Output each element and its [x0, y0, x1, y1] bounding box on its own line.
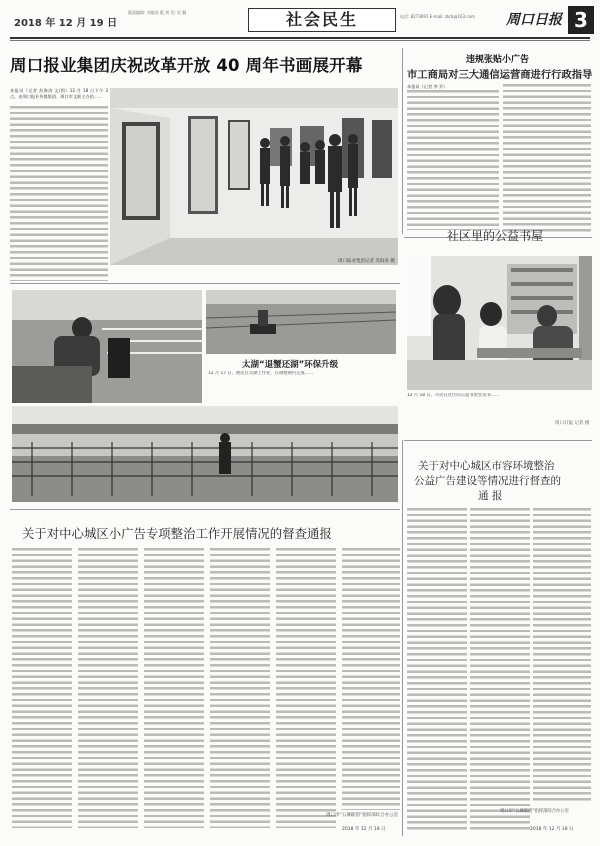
lead-article-body	[10, 88, 108, 281]
ad-body-right	[503, 84, 591, 234]
inspect-footer-org: 周口市“五城联创”指挥部综合办公室	[326, 813, 399, 818]
inspect-col-4	[210, 548, 270, 828]
env-col-3	[533, 508, 591, 804]
inspect-col-3-lines	[144, 548, 204, 828]
inspect-top-rule	[10, 509, 400, 510]
env-footer-org: 周口市“五城联创”指挥部综合办公室	[500, 809, 569, 814]
env-top-rule	[404, 440, 592, 441]
column-separator	[402, 48, 403, 234]
taihu-photo-2	[206, 290, 396, 354]
env-headline-3: 通 报	[478, 490, 503, 502]
ad-body-left	[407, 84, 499, 234]
ad-kicker: 违规张贴小广告	[466, 55, 530, 65]
inspect-col-6-lines	[342, 548, 400, 810]
env-col-2-lines	[470, 508, 530, 830]
inspect-col-1-lines	[12, 548, 72, 828]
section-title: 社会民生	[248, 8, 396, 32]
contact-line: 电话: 8273691 E-mail: zkrb@163.com	[400, 14, 475, 19]
inspect-col-1	[12, 548, 72, 828]
inspect-col-5	[276, 548, 336, 828]
lead-headline: 周口报业集团庆祝改革开放 40 周年书画展开幕	[10, 56, 363, 75]
library-credit: 周口日报 记者 摄	[555, 421, 590, 426]
ad-byline: 本报讯（记者 李 乔）	[407, 84, 448, 89]
library-photo	[407, 256, 592, 390]
taihu-top-rule	[10, 283, 400, 284]
inspect-col-6	[342, 548, 400, 810]
issue-date: 2018 年 12 月 19 日	[14, 18, 118, 29]
env-col-1-lines	[407, 508, 467, 830]
library-caption: 12 月 18 日，市民在社区的公益书屋里读书……	[407, 393, 500, 398]
inspect-headline: 关于对中心城区小广告专项整治工作开展情况的督查通报	[22, 526, 332, 541]
lead-photo	[110, 88, 398, 265]
taihu-photo-2-svg	[206, 290, 396, 354]
lead-photo-caption: 周口报业集团记者 苏海涛 摄	[338, 259, 395, 264]
taihu-photo-1	[12, 290, 202, 403]
gallery-photo-svg	[110, 88, 398, 265]
env-headline-1: 关于对中心城区市容环境整治	[418, 460, 555, 472]
column-separator-lower	[402, 440, 403, 836]
ad-text-lines-right	[503, 84, 591, 234]
header-rule	[10, 37, 590, 39]
library-headline: 社区里的公益书屋	[447, 229, 544, 243]
env-col-1	[407, 508, 467, 830]
ad-text-lines-left	[407, 90, 499, 230]
header-rule-thin	[10, 40, 590, 41]
env-headline-2: 公益广告建设等情况进行督查的	[414, 475, 561, 487]
library-photo-svg	[407, 256, 592, 390]
lead-text-lines	[10, 106, 108, 281]
inspect-col-3	[144, 548, 204, 828]
env-col-2	[470, 508, 530, 830]
taihu-headline: 太湖“退蟹还湖”环保升级	[242, 360, 339, 370]
inspect-col-2	[78, 548, 138, 828]
inspect-col-2-lines	[78, 548, 138, 828]
taihu-caption: 12 月 17 日，渔民在太湖上作业，在调整期内完成……	[208, 371, 314, 376]
lead-byline: 本报讯（记者 苏海涛 文/图）12 月 18 日下午 3 点，由周口报业传媒集团、周口市文联主办的……	[10, 88, 108, 99]
ad-headline: 市工商局对三大通信运营商进行行政指导	[407, 69, 593, 81]
editor-line: 版面编辑: 刘俊涛 版 刘 昱: 吴 颖	[128, 10, 187, 15]
page-number: 3	[568, 6, 594, 34]
taihu-photo-3	[12, 406, 398, 502]
inspect-footer-date: 2018 年 12 月 18 日	[342, 827, 386, 832]
taihu-photo-1-svg	[12, 290, 202, 403]
inspect-col-4-lines	[210, 548, 270, 828]
newspaper-logo: 周口日报	[506, 12, 562, 28]
taihu-photo-3-svg	[12, 406, 398, 502]
env-col-3-lines	[533, 508, 591, 804]
inspect-col-5-lines	[276, 548, 336, 828]
env-footer-date: 2018 年 12 月 18 日	[530, 827, 574, 832]
